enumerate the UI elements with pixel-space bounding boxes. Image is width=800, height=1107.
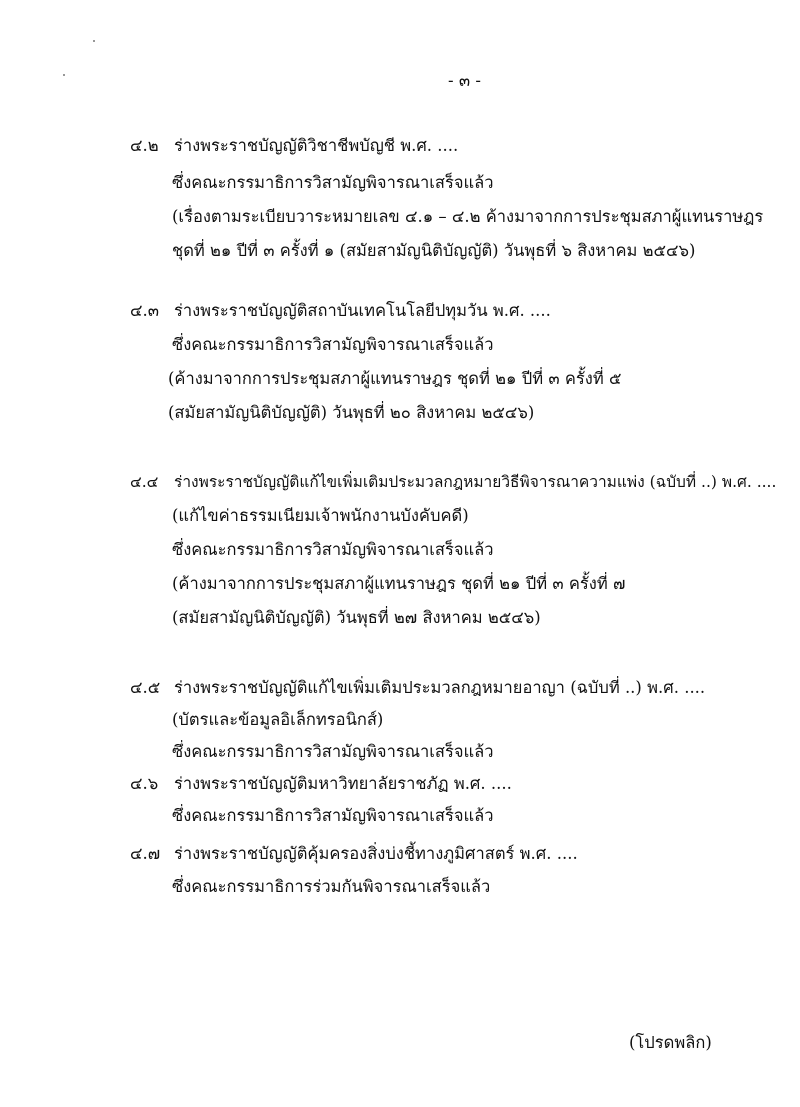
item-heading-4-5 [130, 677, 705, 699]
item-line: ซึ่งคณะกรรมาธิการวิสามัญพิจารณาเสร็จแล้ว [172, 173, 494, 192]
item-heading-4-3 [130, 300, 551, 322]
item-number: ๔.๓ [130, 301, 160, 320]
item-heading-4-2 [130, 135, 458, 157]
item-title: ร่างพระราชบัญญัติมหาวิทยาลัยราชภัฏ พ.ศ. .... [174, 774, 512, 793]
scan-speck [93, 40, 95, 42]
item-line: (บัตรและข้อมูลอิเล็กทรอนิกส์) [172, 710, 384, 729]
item-line: (สมัยสามัญนิติบัญญัติ) วันพุธที่ ๒๗ สิงหาคม ๒๕๔๖) [172, 608, 541, 627]
item-line: ซึ่งคณะกรรมาธิการวิสามัญพิจารณาเสร็จแล้ว [172, 742, 494, 761]
page-number: - ๓ - [448, 71, 481, 90]
item-line: (ค้างมาจากการประชุมสภาผู้แทนราษฎร ชุดที่ ๒๑ ปีที่ ๓ ครั้งที่ ๗ [172, 574, 626, 593]
item-number: ๔.๒ [130, 136, 159, 155]
item-heading-4-7 [130, 843, 578, 865]
item-line: (ค้างมาจากการประชุมสภาผู้แทนราษฎร ชุดที่ ๒๑ ปีที่ ๓ ครั้งที่ ๕ [168, 369, 622, 388]
item-title: ร่างพระราชบัญญัติแก้ไขเพิ่มเติมประมวลกฎหมายอาญา (ฉบับที่ ..) พ.ศ. .... [174, 678, 706, 697]
item-line: ซึ่งคณะกรรมาธิการร่วมกันพิจารณาเสร็จแล้ว [172, 877, 491, 896]
item-line: (เรื่องตามระเบียบวาระหมายเลข ๔.๑ – ๔.๒ ค้างมาจากการประชุมสภาผู้แทนราษฎร [172, 207, 764, 226]
item-number: ๔.๖ [130, 774, 159, 793]
scan-speck [63, 74, 65, 76]
item-heading-4-6 [130, 773, 512, 795]
item-number: ๔.๕ [130, 678, 161, 697]
item-title: ร่างพระราชบัญญัติวิชาชีพบัญชี พ.ศ. .... [174, 136, 459, 155]
item-heading-4-4 [130, 471, 776, 493]
item-line: (แก้ไขค่าธรรมเนียมเจ้าพนักงานบังคับคดี) [172, 506, 469, 525]
item-number: ๔.๔ [130, 473, 159, 491]
item-title: ร่างพระราชบัญญัติคุ้มครองสิ่งบ่งชี้ทางภูมิศาสตร์ พ.ศ. .... [174, 844, 578, 863]
footer-note: (โปรดพลิก) [629, 1033, 712, 1052]
item-line: ชุดที่ ๒๑ ปีที่ ๓ ครั้งที่ ๑ (สมัยสามัญนิติบัญญัติ) วันพุธที่ ๖ สิงหาคม ๒๕๔๖) [172, 241, 696, 260]
item-title: ร่างพระราชบัญญัติแก้ไขเพิ่มเติมประมวลกฎหมายวิธีพิจารณาความแพ่ง (ฉบับที่ ..) พ.ศ. .... [174, 473, 777, 491]
item-line: ซึ่งคณะกรรมาธิการวิสามัญพิจารณาเสร็จแล้ว [172, 540, 494, 559]
item-line: (สมัยสามัญนิติบัญญัติ) วันพุธที่ ๒๐ สิงหาคม ๒๕๔๖) [168, 403, 535, 422]
item-title: ร่างพระราชบัญญัติสถาบันเทคโนโลยีปทุมวัน พ.ศ. .... [174, 301, 551, 320]
item-number: ๔.๗ [130, 844, 161, 863]
item-line: ซึ่งคณะกรรมาธิการวิสามัญพิจารณาเสร็จแล้ว [172, 335, 494, 354]
item-line: ซึ่งคณะกรรมาธิการวิสามัญพิจารณาเสร็จแล้ว [172, 806, 494, 825]
